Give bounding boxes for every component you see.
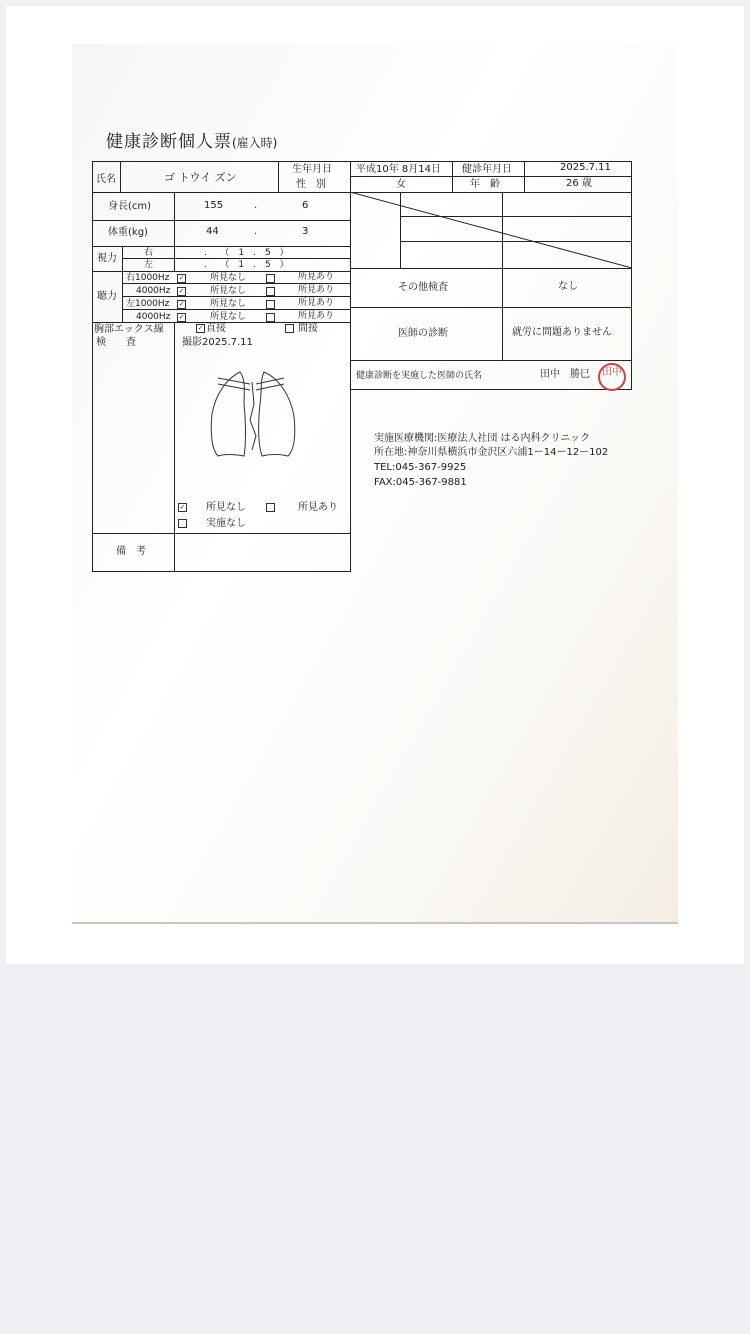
xray-indirect-checkbox[interactable] [285, 324, 294, 333]
other-exam-label: その他検査 [398, 282, 448, 293]
weight-dec: 3 [302, 226, 309, 237]
height-dot: . [254, 200, 258, 211]
doctor-seal [598, 363, 626, 391]
sex-label: 性 別 [296, 179, 326, 190]
other-exam-value: なし [558, 281, 578, 292]
hearing-row-2-normal-checkbox[interactable]: ✓ [178, 287, 185, 295]
vision-label: 視力 [97, 253, 117, 264]
vision-right-value: . （ 1 . 5 ） [204, 248, 289, 258]
age-label: 年 齢 [470, 179, 500, 190]
xray-date: 撮影2025.7.11 [182, 337, 253, 348]
exam-date-value: 2025.7.11 [560, 162, 611, 173]
height-dec: 6 [302, 200, 309, 211]
institution-name: 実施医療機関:医療法人社団 はる内科クリニック [374, 433, 590, 444]
vision-left-label: 左 [144, 260, 154, 270]
name-label: 氏名 [96, 174, 116, 185]
hearing-row-2-abnormal-checkbox[interactable] [266, 287, 275, 296]
vision-right-label: 右 [144, 248, 154, 258]
seal-text: 田中 [602, 367, 622, 378]
title-subtitle: (雇入時) [232, 136, 278, 150]
hearing-label: 聴力 [97, 291, 117, 302]
hearing-row-2-abnormal: 所見あり [298, 285, 335, 295]
xray-indirect-label: 間接 [298, 323, 318, 334]
remarks-label: 備 考 [116, 546, 146, 557]
blank-diagonal-strike [350, 192, 632, 268]
diagnosis-value: 就労に問題ありません [512, 327, 612, 338]
xray-normal-label: 所見なし [206, 502, 246, 513]
hearing-row-3-abnormal-checkbox[interactable] [266, 300, 275, 309]
lungs-diagram-icon [200, 364, 304, 464]
height-label: 身長(cm) [108, 201, 152, 212]
hearing-row-4-label: 4000Hz [136, 312, 171, 322]
title-text: 健康診断個人票 [106, 132, 232, 152]
name-value: ゴ トウイ ズン [164, 171, 237, 184]
doctor-name: 田中 勝巳 [540, 369, 590, 380]
hearing-row-4-normal: 所見なし [210, 312, 247, 322]
xray-abnormal-checkbox[interactable] [266, 503, 275, 512]
xray-label-2: 検 査 [96, 337, 136, 348]
hearing-row-4-abnormal-checkbox[interactable] [266, 313, 275, 322]
hearing-row-2-label: 4000Hz [136, 286, 171, 296]
institution-address: 所在地:神奈川県横浜市金沢区六浦1ー14ー12ー102 [374, 447, 609, 458]
height-int: 155 [204, 200, 224, 211]
hearing-row-4-abnormal: 所見あり [298, 311, 335, 321]
institution-tel: TEL:045-367-9925 [374, 462, 467, 473]
exam-date-label: 健診年月日 [462, 164, 512, 175]
document-title [106, 127, 277, 152]
hearing-row-3-abnormal: 所見あり [298, 298, 335, 308]
xray-label-1: 胸部エックス線 [94, 324, 164, 335]
weight-dot: . [254, 226, 258, 237]
weight-int: 44 [206, 226, 219, 237]
weight-label: 体重(kg) [108, 227, 148, 238]
hearing-row-1-normal-checkbox[interactable]: ✓ [178, 274, 185, 282]
xray-direct-checkbox[interactable]: ✓ [197, 324, 204, 332]
hearing-row-1-normal: 所見なし [210, 273, 247, 283]
xray-not-done-checkbox[interactable] [178, 519, 187, 528]
xray-direct-label: 直接 [206, 323, 226, 334]
hearing-row-1-abnormal-checkbox[interactable] [266, 274, 275, 283]
hearing-row-4-normal-checkbox[interactable]: ✓ [178, 313, 185, 321]
diagnosis-label: 医師の診断 [398, 328, 448, 339]
paper-bottom-edge [72, 922, 678, 924]
xray-normal-checkbox[interactable]: ✓ [179, 503, 186, 511]
sex-value: 女 [396, 179, 406, 190]
hearing-row-1-label: 右1000Hz [126, 273, 170, 283]
doctor-label: 健康診断を実施した医師の氏名 [356, 371, 483, 381]
vision-left-value: . （ 1 . 5 ） [204, 260, 289, 270]
hearing-row-3-normal-checkbox[interactable]: ✓ [178, 300, 185, 308]
xray-not-done-label: 実施なし [206, 518, 246, 529]
hearing-row-1-abnormal: 所見あり [298, 272, 335, 282]
age-value: 26 歳 [566, 178, 592, 189]
hearing-row-3-normal: 所見なし [210, 299, 247, 309]
hearing-row-3-label: 左1000Hz [126, 299, 170, 309]
birth-value: 平成10年 8月14日 [356, 164, 441, 175]
birth-label: 生年月日 [292, 164, 332, 175]
institution-fax: FAX:045-367-9881 [374, 477, 467, 488]
xray-abnormal-label: 所見あり [298, 502, 338, 513]
hearing-row-2-normal: 所見なし [210, 286, 247, 296]
